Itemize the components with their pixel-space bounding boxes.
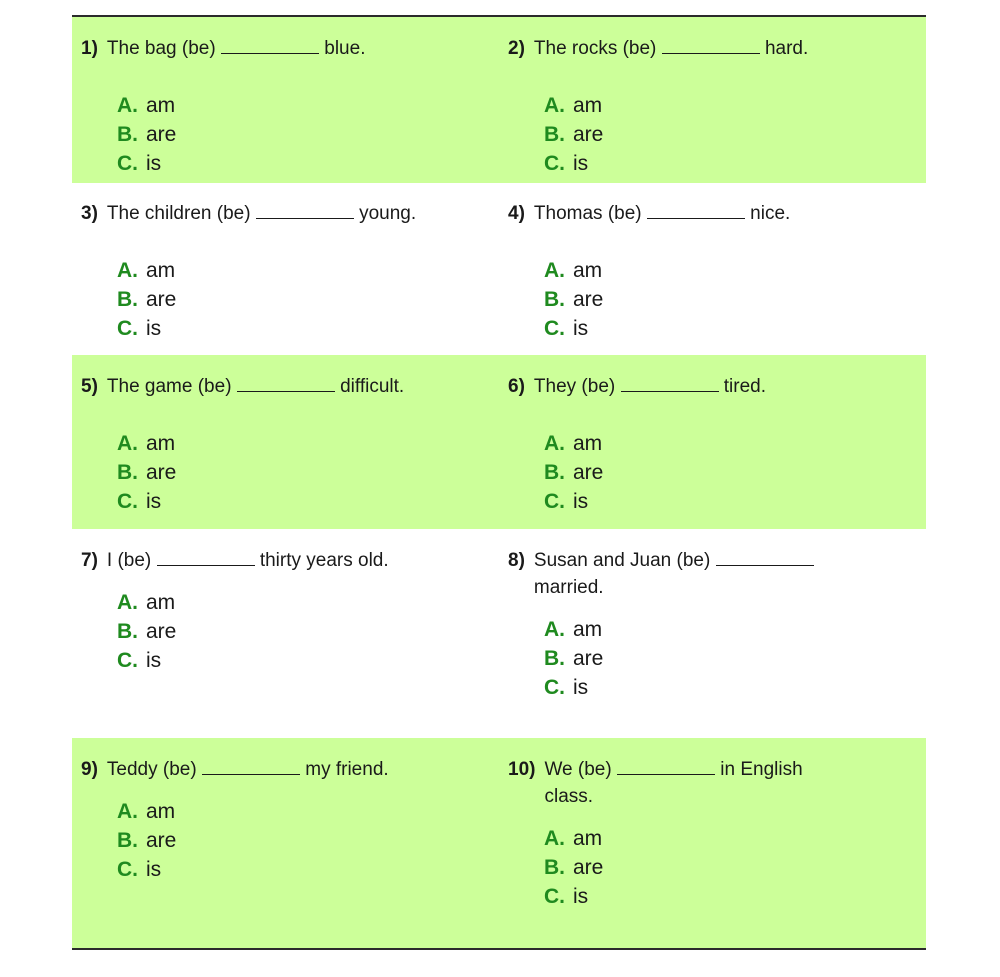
answer-choices xyxy=(544,824,838,911)
choice-letter: B. xyxy=(117,288,138,311)
choice-text: am xyxy=(573,618,603,641)
choice-text: is xyxy=(146,152,162,175)
choice-text: are xyxy=(573,123,604,146)
question-number: 2) xyxy=(508,38,525,59)
answer-choices xyxy=(117,797,501,884)
choice-letter: A. xyxy=(544,618,565,641)
question-text-before: We (be) xyxy=(544,759,612,780)
choice-text: am xyxy=(573,432,603,455)
choice-letter: A. xyxy=(544,94,565,117)
choice-text: am xyxy=(146,800,176,823)
choice-letter: A. xyxy=(544,259,565,282)
choice-letter: C. xyxy=(544,490,565,513)
choice-c[interactable] xyxy=(117,855,501,884)
choice-a[interactable] xyxy=(544,91,926,120)
choice-text: am xyxy=(146,259,176,282)
choice-letter: C. xyxy=(117,317,138,340)
choice-text: are xyxy=(573,856,604,879)
choice-text: is xyxy=(146,317,162,340)
choice-a[interactable] xyxy=(117,91,501,120)
question-text-before: I (be) xyxy=(106,550,152,571)
choice-text: am xyxy=(146,591,176,614)
question-text-before: Teddy (be) xyxy=(106,759,197,780)
answer-blank[interactable] xyxy=(716,548,814,566)
choice-text: are xyxy=(146,123,177,146)
choice-letter: B. xyxy=(117,123,138,146)
answer-choices xyxy=(117,256,501,343)
choice-text: am xyxy=(146,432,176,455)
choice-b[interactable] xyxy=(117,285,501,314)
choice-letter: A. xyxy=(117,800,138,823)
question-text-after: in English class. xyxy=(544,759,803,807)
choice-text: am xyxy=(573,94,603,117)
choice-letter: A. xyxy=(117,591,138,614)
answer-blank[interactable] xyxy=(621,374,719,392)
question-text-before: The bag (be) xyxy=(106,38,216,59)
question-number: 6) xyxy=(508,376,525,397)
question-text-after: married. xyxy=(533,577,604,598)
choice-text: are xyxy=(146,620,177,643)
question-text-after: difficult. xyxy=(340,376,405,397)
answer-blank[interactable] xyxy=(617,757,715,775)
answer-choices xyxy=(544,429,926,516)
answer-blank[interactable] xyxy=(662,36,760,54)
choice-text: is xyxy=(573,490,589,513)
choice-text: are xyxy=(573,288,604,311)
choice-text: am xyxy=(146,94,176,117)
answer-blank[interactable] xyxy=(237,374,335,392)
question-row-4 xyxy=(72,529,926,738)
choice-letter: B. xyxy=(544,123,565,146)
choice-a[interactable] xyxy=(544,824,838,853)
choice-b[interactable] xyxy=(117,120,501,149)
choice-letter: C. xyxy=(544,885,565,908)
question-number: 4) xyxy=(508,203,525,224)
choice-letter: B. xyxy=(117,829,138,852)
choice-b[interactable] xyxy=(117,617,501,646)
choice-text: is xyxy=(146,490,162,513)
question-number: 8) xyxy=(508,550,525,571)
choice-text: am xyxy=(573,827,603,850)
answer-choices xyxy=(544,91,926,178)
choice-b[interactable] xyxy=(117,826,501,855)
answer-choices xyxy=(544,615,868,702)
question-number: 9) xyxy=(81,759,98,780)
choice-c[interactable] xyxy=(544,487,926,516)
choice-letter: C. xyxy=(544,317,565,340)
choice-b[interactable] xyxy=(544,458,926,487)
choice-a[interactable] xyxy=(544,429,926,458)
choice-letter: C. xyxy=(544,676,565,699)
question-5 xyxy=(81,373,501,516)
choice-letter: A. xyxy=(117,259,138,282)
choice-text: is xyxy=(573,152,589,175)
question-text-after: nice. xyxy=(750,203,791,224)
question-text-after: tired. xyxy=(723,376,767,397)
answer-blank[interactable] xyxy=(157,548,255,566)
question-10 xyxy=(508,756,838,911)
choice-b[interactable] xyxy=(117,458,501,487)
question-row-3 xyxy=(72,355,926,529)
answer-blank[interactable] xyxy=(647,201,745,219)
choice-letter: B. xyxy=(544,856,565,879)
choice-text: is xyxy=(146,649,162,672)
question-text-after: young. xyxy=(359,203,417,224)
question-4 xyxy=(508,200,926,343)
choice-letter: C. xyxy=(117,649,138,672)
choice-text: is xyxy=(573,317,589,340)
choice-letter: C. xyxy=(117,490,138,513)
question-number: 1) xyxy=(81,38,98,59)
choice-a[interactable] xyxy=(117,588,501,617)
question-7 xyxy=(81,547,501,675)
choice-b[interactable] xyxy=(544,285,926,314)
bottom-rule xyxy=(72,948,926,950)
choice-text: are xyxy=(573,461,604,484)
question-text-before: The children (be) xyxy=(106,203,251,224)
choice-c[interactable] xyxy=(544,673,868,702)
choice-c[interactable] xyxy=(544,149,926,178)
answer-blank[interactable] xyxy=(256,201,354,219)
choice-b[interactable] xyxy=(544,853,838,882)
choice-letter: A. xyxy=(544,432,565,455)
question-number: 10) xyxy=(508,759,536,780)
choice-a[interactable] xyxy=(544,615,868,644)
question-row-1 xyxy=(72,17,926,183)
question-text-after: my friend. xyxy=(305,759,389,780)
question-number: 5) xyxy=(81,376,98,397)
question-text-before: The game (be) xyxy=(106,376,232,397)
choice-c[interactable] xyxy=(544,882,838,911)
choice-c[interactable] xyxy=(117,149,501,178)
choice-letter: A. xyxy=(544,827,565,850)
choice-text: are xyxy=(573,647,604,670)
choice-letter: A. xyxy=(117,432,138,455)
choice-letter: B. xyxy=(544,647,565,670)
choice-c[interactable] xyxy=(117,314,501,343)
question-text-after: blue. xyxy=(324,38,366,59)
answer-choices xyxy=(544,256,926,343)
choice-a[interactable] xyxy=(117,797,501,826)
question-row-5 xyxy=(72,738,926,948)
choice-b[interactable] xyxy=(544,644,868,673)
question-text-before: Susan and Juan (be) xyxy=(533,550,711,571)
choice-letter: B. xyxy=(544,288,565,311)
choice-letter: B. xyxy=(117,620,138,643)
choice-a[interactable] xyxy=(117,256,501,285)
choice-text: am xyxy=(573,259,603,282)
choice-a[interactable] xyxy=(117,429,501,458)
choice-letter: B. xyxy=(117,461,138,484)
answer-choices xyxy=(117,429,501,516)
choice-c[interactable] xyxy=(117,646,501,675)
question-text-after: thirty years old. xyxy=(259,550,389,571)
choice-text: is xyxy=(573,885,589,908)
answer-choices xyxy=(117,91,501,178)
choice-text: is xyxy=(146,858,162,881)
question-number: 3) xyxy=(81,203,98,224)
choice-letter: B. xyxy=(544,461,565,484)
answer-blank[interactable] xyxy=(202,757,300,775)
answer-blank[interactable] xyxy=(221,36,319,54)
choice-c[interactable] xyxy=(544,314,926,343)
choice-text: are xyxy=(146,461,177,484)
question-2 xyxy=(508,35,926,178)
choice-letter: A. xyxy=(117,94,138,117)
question-row-2 xyxy=(72,183,926,355)
choice-letter: C. xyxy=(544,152,565,175)
choice-c[interactable] xyxy=(117,487,501,516)
question-6 xyxy=(508,373,926,516)
question-text-before: Thomas (be) xyxy=(533,203,642,224)
worksheet xyxy=(72,15,926,950)
choice-a[interactable] xyxy=(544,256,926,285)
question-text-after: hard. xyxy=(764,38,809,59)
choice-text: are xyxy=(146,288,177,311)
choice-text: are xyxy=(146,829,177,852)
question-text-before: They (be) xyxy=(533,376,616,397)
answer-choices xyxy=(117,588,501,675)
question-1 xyxy=(81,35,501,178)
choice-letter: C. xyxy=(117,858,138,881)
choice-text: is xyxy=(573,676,589,699)
choice-letter: C. xyxy=(117,152,138,175)
question-9 xyxy=(81,756,501,884)
question-number: 7) xyxy=(81,550,98,571)
question-3 xyxy=(81,200,501,343)
question-text-before: The rocks (be) xyxy=(533,38,657,59)
choice-b[interactable] xyxy=(544,120,926,149)
question-8 xyxy=(508,547,868,702)
